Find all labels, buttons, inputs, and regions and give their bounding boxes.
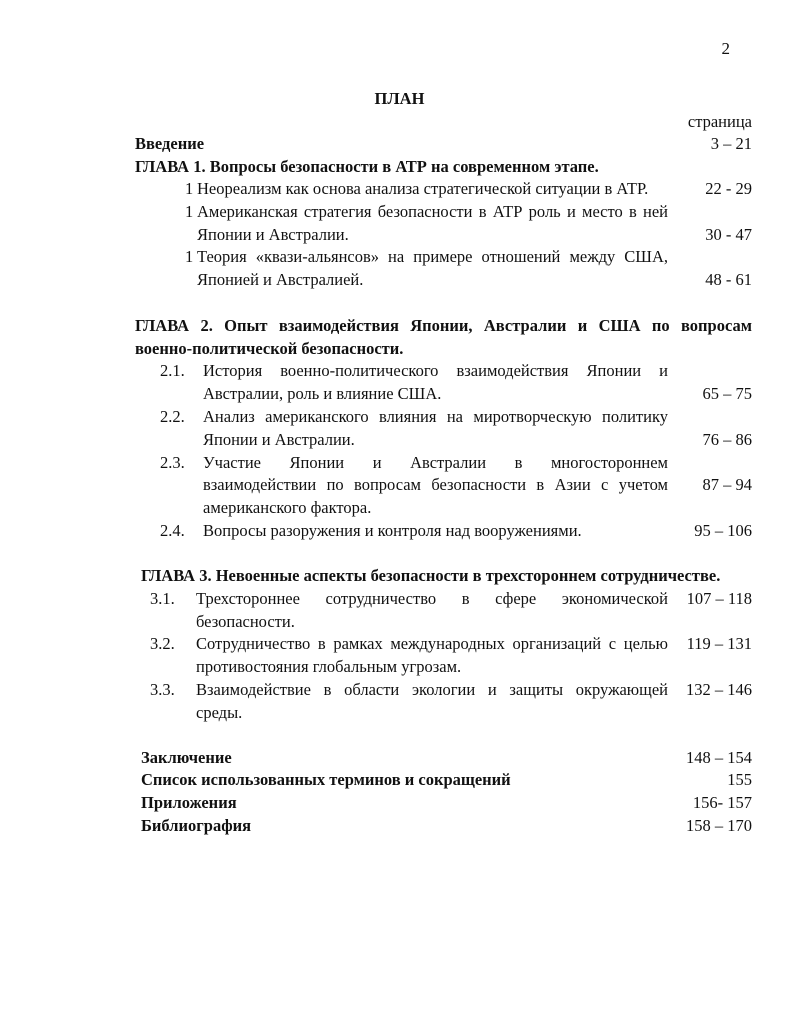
chapter2-item1-line1: История военно-политического взаимодействия Японии и [203, 361, 668, 380]
chapter2-item2-line1: Анализ американского влияния на миротворческую политику [203, 407, 668, 426]
page-number: 2 [721, 39, 730, 58]
chapter2-item4-line1: Вопросы разоружения и контроля над вооружениями. [203, 521, 582, 540]
chapter2-item3-num: 2.3. [160, 453, 185, 472]
chapter2-item4-num: 2.4. [160, 521, 185, 540]
chapter1-item2-line1: Американская стратегия безопасности в АТР роль и место в ней [197, 202, 668, 221]
chapter3-item1-num: 3.1. [150, 589, 175, 608]
chapter3-item3-pages: 132 – 146 [686, 680, 752, 699]
toc-terms-pages: 155 [727, 770, 752, 789]
page-column-header: страница [687, 112, 752, 131]
chapter3-item1-line2: безопасности. [196, 612, 295, 631]
chapter2-item3-line1: Участие Японии и Австралии в многостороннем [203, 453, 668, 472]
chapter1-item3-line1: Теория «квази-альянсов» на примере отношений между США, [197, 247, 668, 266]
chapter2-title-line1: ГЛАВА 2. Опыт взаимодействия Японии, Австралии и США по вопросам [135, 316, 752, 335]
chapter1-item1-num: 1 [185, 179, 194, 198]
chapter2-item3-line3: американского фактора. [203, 498, 372, 517]
chapter2-item1-line2: Австралии, роль и влияние США. [203, 384, 442, 403]
chapter2-item4-pages: 95 – 106 [694, 521, 752, 540]
chapter3-item1-line1: Трехстороннее сотрудничество в сфере экономической [196, 589, 668, 608]
page-title: ПЛАН [374, 89, 425, 108]
chapter1-item3-num: 1 [185, 247, 194, 266]
chapter2-item2-pages: 76 – 86 [702, 430, 752, 449]
chapter3-item2-num: 3.2. [150, 634, 175, 653]
chapter2-item1-num: 2.1. [160, 361, 185, 380]
chapter3-item2-line2: противостояния глобальным угрозам. [196, 657, 462, 676]
chapter2-item1-pages: 65 – 75 [702, 384, 752, 403]
chapter1-item1-pages: 22 - 29 [705, 179, 752, 198]
toc-conclusion-pages: 148 – 154 [686, 748, 752, 767]
toc-bibliography-label: Библиография [141, 816, 252, 835]
chapter3-item2-pages: 119 – 131 [686, 634, 752, 653]
toc-intro-label: Введение [135, 134, 205, 153]
toc-conclusion-label: Заключение [141, 748, 232, 767]
chapter1-item1-line1: Неореализм как основа анализа стратегической ситуации в АТР. [197, 179, 649, 198]
toc-intro-pages: 3 – 21 [710, 134, 752, 153]
toc-appendix-label: Приложения [141, 793, 237, 812]
chapter1-item3-line2: Японией и Австралией. [197, 270, 364, 289]
chapter1-item3-pages: 48 - 61 [705, 270, 752, 289]
chapter1-title: ГЛАВА 1. Вопросы безопасности в АТР на современном этапе. [135, 157, 599, 176]
toc-bibliography-pages: 158 – 170 [686, 816, 752, 835]
chapter3-title: ГЛАВА 3. Невоенные аспекты безопасности в трехстороннем сотрудничестве. [141, 566, 721, 585]
chapter1-item2-num: 1 [185, 202, 194, 221]
chapter2-item2-line2: Японии и Австралии. [203, 430, 355, 449]
toc-terms-label: Список использованных терминов и сокращений [141, 770, 511, 789]
chapter2-item3-line2: взаимодействии по вопросам безопасности в Азии с учетом [203, 475, 668, 494]
chapter1-item2-line2: Японии и Австралии. [197, 225, 349, 244]
chapter2-item2-num: 2.2. [160, 407, 185, 426]
chapter3-item3-line2: среды. [196, 703, 243, 722]
chapter1-item2-pages: 30 - 47 [705, 225, 752, 244]
chapter3-item2-line1: Сотрудничество в рамках международных организаций с целью [196, 634, 668, 653]
toc-appendix-pages: 156- 157 [692, 793, 752, 812]
chapter2-item3-pages: 87 – 94 [702, 475, 752, 494]
chapter3-item1-pages: 107 – 118 [686, 589, 752, 608]
chapter3-item3-num: 3.3. [150, 680, 175, 699]
chapter3-item3-line1: Взаимодействие в области экологии и защиты окружающей [196, 680, 668, 699]
chapter2-title-line2: военно-политической безопасности. [135, 339, 404, 358]
